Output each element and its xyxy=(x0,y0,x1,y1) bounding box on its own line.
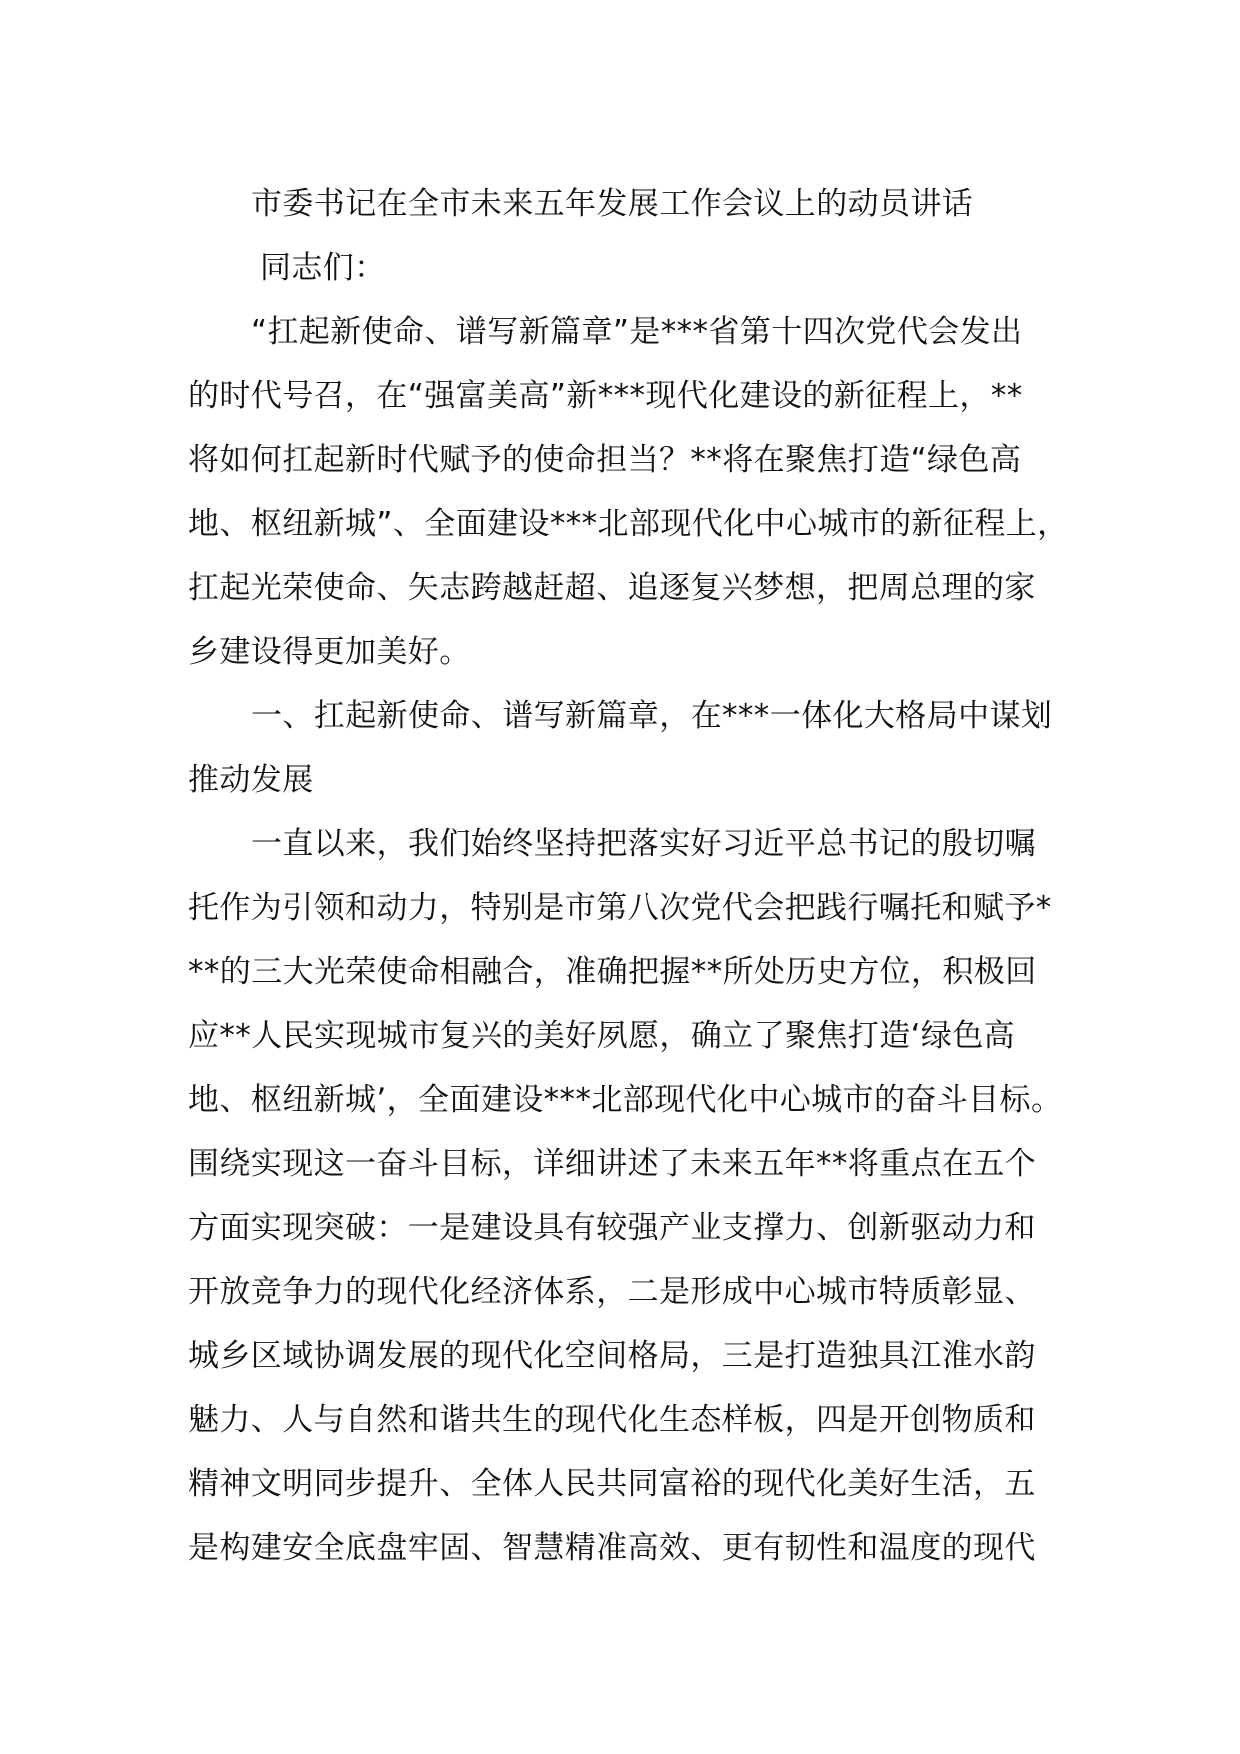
text-line: 围绕实现这一奋斗目标，详细讲述了未来五年**将重点在五个 xyxy=(188,1146,1037,1182)
text-line: 方面实现突破：一是建设具有较强产业支撑力、创新驱动力和 xyxy=(188,1210,1036,1246)
text-line: 地、枢纽新城’，全面建设***北部现代化中心城市的奋斗目标。 xyxy=(188,1082,1063,1118)
text-line: 将如何扛起新时代赋予的使命担当？**将在聚焦打造“绿色高 xyxy=(188,442,1022,478)
document-body xyxy=(188,172,1098,1580)
salutation: 同志们： xyxy=(260,250,386,286)
section-heading-line: 一、扛起新使命、谱写新篇章，在***一体化大格局中谋划 xyxy=(251,698,1053,734)
text-line: 城乡区域协调发展的现代化空间格局，三是打造独具江淮水韵 xyxy=(188,1338,1036,1374)
text-line: 托作为引领和动力，特别是市第八次党代会把践行嘱托和赋予* xyxy=(188,890,1052,926)
text-line: 精神文明同步提升、全体人民共同富裕的现代化美好生活，五 xyxy=(188,1466,1036,1502)
text-line: “扛起新使命、谱写新篇章”是***省第十四次党代会发出 xyxy=(251,314,1023,350)
text-line: 乡建设得更加美好。 xyxy=(188,634,471,670)
text-line: 开放竞争力的现代化经济体系，二是形成中心城市特质彰显、 xyxy=(188,1274,1036,1310)
text-line: 扛起光荣使命、矢志跨越赶超、追逐复兴梦想，把周总理的家 xyxy=(188,570,1036,606)
text-line: 魅力、人与自然和谐共生的现代化生态样板，四是开创物质和 xyxy=(188,1402,1036,1438)
text-line: **的三大光荣使命相融合，准确把握**所处历史方位，积极回 xyxy=(188,954,1037,990)
text-line: 的时代号召，在“强富美高”新***现代化建设的新征程上，** xyxy=(188,378,1023,414)
document-title: 市委书记在全市未来五年发展工作会议上的动员讲话 xyxy=(251,186,974,222)
text-line: 是构建安全底盘牢固、智慧精准高效、更有韧性和温度的现代 xyxy=(188,1530,1036,1566)
section-heading-line: 推动发展 xyxy=(188,762,314,798)
text-line: 一直以来，我们始终坚持把落实好习近平总书记的殷切嘱 xyxy=(251,826,1036,862)
text-line: 地、枢纽新城”、全面建设***北部现代化中心城市的新征程上， xyxy=(188,506,1069,542)
text-line: 应**人民实现城市复兴的美好夙愿，确立了聚焦打造‘绿色高 xyxy=(188,1018,1016,1054)
